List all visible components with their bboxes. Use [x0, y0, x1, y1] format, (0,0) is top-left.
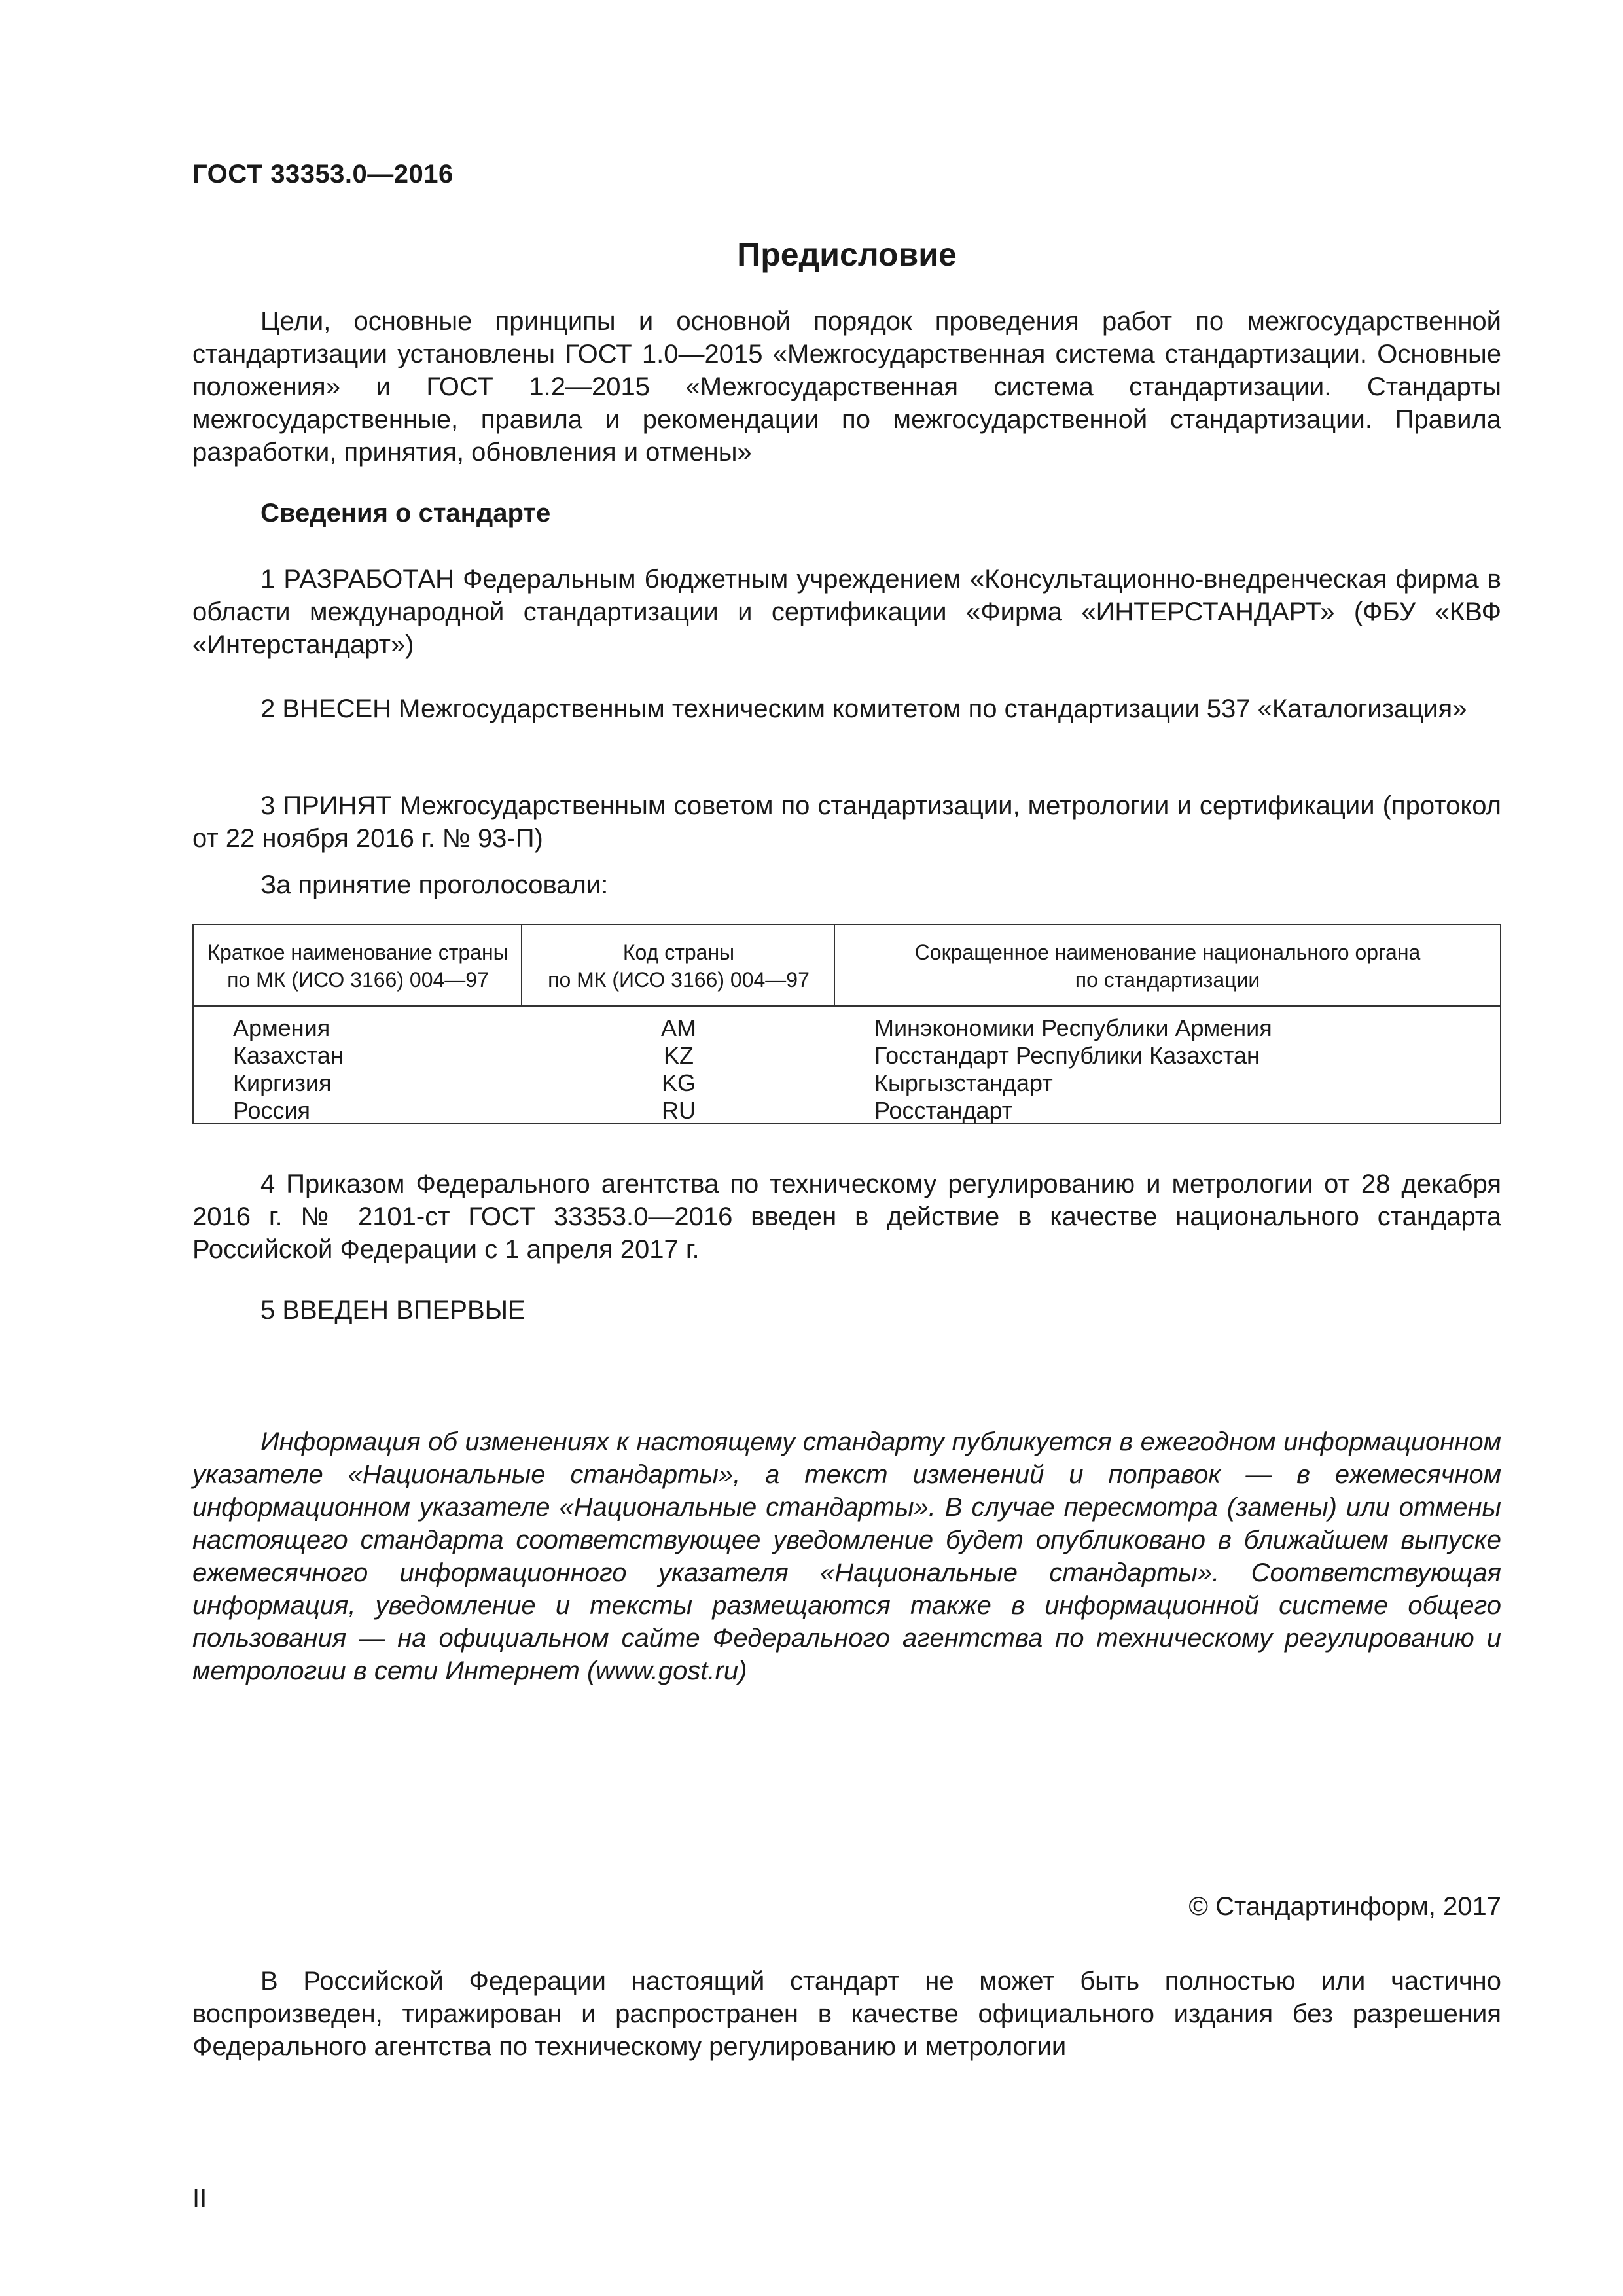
- info-heading: Сведения о стандарте: [260, 499, 551, 528]
- copyright-line: © Стандартинформ, 2017: [1188, 1892, 1501, 1921]
- item-1-paragraph: 1 РАЗРАБОТАН Федеральным бюджетным учреждением «Консультационно-внедренческая фирма в области международной стандартизации и сертификации «Фирма «ИНТЕРСТАНДАРТ» (ФБУ «КВФ «Интерстандарт»): [192, 565, 1501, 659]
- header-col1-line2: по МК (ИСО 3166) 004—97: [227, 968, 489, 992]
- country-name-cell: Киргизия: [233, 1069, 332, 1096]
- voted-label: За принятие проголосовали:: [260, 870, 609, 899]
- item-4-paragraph: 4 Приказом Федерального агентства по техническому регулированию и метрологии от 28 декабря 2016 г. № 2101-ст ГОСТ 33353.0—2016 введен в действие в качестве национального стандарта Российской Федерации с 1 апреля 2017 г.: [192, 1170, 1501, 1264]
- table-body: [194, 1007, 1500, 1124]
- header-col2-line2: по МК (ИСО 3166) 004—97: [548, 968, 810, 992]
- country-code-cell: KZ: [663, 1042, 694, 1069]
- table-row: [194, 1069, 1500, 1097]
- national-body-cell: Росстандарт: [874, 1097, 1013, 1124]
- header-cell-national-body: [835, 925, 1500, 1005]
- national-body-cell: Госстандарт Республики Казахстан: [874, 1042, 1260, 1069]
- item-3-paragraph: 3 ПРИНЯТ Межгосударственным советом по стандартизации, метрологии и сертификации (протокол от 22 ноября 2016 г. № 93-П): [192, 791, 1501, 853]
- national-body-cell: Минэкономики Республики Армения: [874, 1014, 1272, 1041]
- intro-paragraph: Цели, основные принципы и основной порядок проведения работ по межгосударственной стандартизации установлены ГОСТ 1.0—2015 «Межгосударственная система стандартизации. Основные положения» и ГОСТ 1.2—2015 «Межгосударственная система стандартизации. Стандарты межгосударственные, правила и рекомендации по межгосударственной стандартизации. Правила разработки, принятия, обновления и отмены»: [192, 307, 1501, 467]
- document-header: ГОСТ 33353.0—2016: [192, 160, 454, 188]
- header-col3-line1: Сокращенное наименование национального органа: [914, 941, 1421, 964]
- country-name-cell: Армения: [233, 1014, 330, 1041]
- national-body-cell: Кыргызстандарт: [874, 1069, 1053, 1096]
- country-code-cell: RU: [662, 1097, 696, 1124]
- table-row: [194, 1097, 1500, 1124]
- country-code-cell: AM: [661, 1014, 696, 1041]
- header-cell-country-code: [522, 925, 835, 1005]
- header-cell-country-name: [194, 925, 522, 1005]
- changes-info-paragraph: Информация об изменениях к настоящему стандарту публикуется в ежегодном информационном указателе «Национальные стандарты», а текст изменений и поправок — в ежемесячном информационном указателе «Национальные стандарты». В случае пересмотра (замены) или отмены настоящего стандарта соответствующее уведомление будет опубликовано в ближайшем выпуске ежемесячного информационного указателя «Национальные стандарты». Соответствующая информация, уведомление и тексты размещаются также в информационной системе общего пользования — на официальном сайте Федерального агентства по техническому регулированию и метрологии в сети Интернет (www.gost.ru): [192, 1427, 1501, 1685]
- country-code-cell: KG: [661, 1069, 696, 1096]
- table-row: [194, 1014, 1500, 1042]
- header-col1-line1: Краткое наименование страны: [207, 941, 508, 964]
- page-title: Предисловие: [737, 236, 957, 273]
- voting-table: [192, 924, 1501, 1124]
- item-2-paragraph: 2 ВНЕСЕН Межгосударственным техническим комитетом по стандартизации 537 «Каталогизация»: [260, 694, 1467, 723]
- table-row: [194, 1042, 1500, 1069]
- reproduction-notice: В Российской Федерации настоящий стандарт не может быть полностью или частично воспроизведен, тиражирован и распространен в качестве официального издания без разрешения Федерального агентства по техническому регулированию и метрологии: [192, 1967, 1501, 2061]
- table-header: [194, 925, 1500, 1007]
- page-number: II: [192, 2184, 207, 2213]
- header-col2-line1: Код страны: [622, 941, 735, 964]
- country-name-cell: Россия: [233, 1097, 311, 1124]
- item-5-paragraph: 5 ВВЕДЕН ВПЕРВЫЕ: [260, 1296, 526, 1325]
- country-name-cell: Казахстан: [233, 1042, 344, 1069]
- header-col3-line2: по стандартизации: [1075, 968, 1260, 992]
